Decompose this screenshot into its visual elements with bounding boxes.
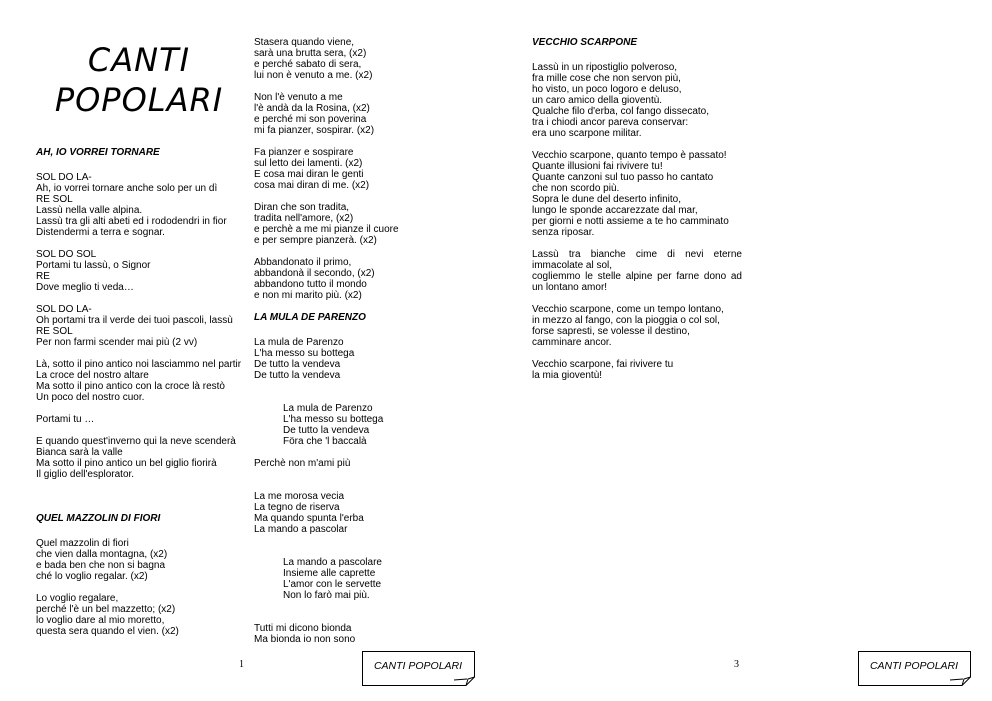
stanza: La me morosa vecia La tegno de riserva Ma quando spunta l'erba La mando a pascolar — [254, 491, 364, 535]
song-vecchio-scarpone — [532, 37, 742, 381]
right-page — [496, 0, 992, 701]
page-number: 3 — [734, 659, 739, 670]
stanza: Quel mazzolin di fiori che vien dalla montagna, (x2) e bada ben che non si bagna ché lo voglio regalar. (x2) — [36, 538, 168, 582]
stanza: SOL DO SOL Portami tu lassù, o Signor RE Dove meglio ti veda… — [36, 249, 151, 293]
left-column-1 — [36, 147, 251, 648]
stanza: Tutti mi dicono bionda Ma bionda io non sono — [254, 623, 356, 645]
title-line-1: CANTI — [87, 41, 191, 79]
stanza: Fa pianzer e sospirare sul letto dei lamenti. (x2) E cosa mai diran le genti cosa mai diran di me. (x2) — [254, 147, 370, 191]
stanza: Diran che son tradita, tradita nell'amore, (x2) e perchè a me mi pianze il cuore e per sempre pianzerà. (x2) — [254, 202, 399, 246]
song-la-mula-de-parenzo — [254, 312, 479, 645]
song-quel-mazzolin-di-fiori — [36, 513, 251, 637]
stanza: Vecchio scarpone, fai rivivere tu la mia gioventù! — [532, 359, 674, 381]
stanza: SOL DO LA- Ah, io vorrei tornare anche solo per un dì RE SOL Lassù nella valle alpina. Lassù tra gli alti abeti ed i rododendri in fior Distendermi a terra e sognar. — [36, 172, 227, 238]
page-number: 1 — [239, 659, 244, 670]
song-ah-io-vorrei-tornare — [36, 147, 251, 480]
booklet-title — [44, 40, 234, 120]
stanza: La mula de Parenzo L'ha messo su bottega De tutto la vendeva De tutto la vendeva — [254, 337, 355, 381]
stanza: Vecchio scarpone, quanto tempo è passato! Quante illusioni fai rivivere tu! Quante canzoni sul tuo passo ho cantato che non scordo più. Sopra le dune del deserto infinito, lungo le sponde accarezzate dal mar, per giorni e notti assieme a te ho camminato senza riposar. — [532, 150, 729, 238]
stanza: Vecchio scarpone, come un tempo lontano, in mezzo al fango, con la pioggia o col sol, forse sapresti, se volesse il destino, camminare ancor. — [532, 304, 724, 348]
stanza: Là, sotto il pino antico noi lasciammo nel partir La croce del nostro altare Ma sotto il pino antico con la croce là restò Un poco del nostro cuor. — [36, 359, 242, 403]
song-title: AH, IO VORREI TORNARE — [36, 147, 160, 158]
footer-label: CANTI POPOLARI — [373, 660, 463, 672]
stanza: Abbandonato il primo, abbandonà il secondo, (x2) abbandono tutto il mondo e non mi marito più. (x2) — [254, 257, 375, 301]
spacer — [36, 491, 251, 513]
stanza: La mando a pascolare Insieme alle caprette L'amor con le servette Non lo farò mai più. — [283, 557, 382, 601]
stanza: Lo voglio regalare, perché l'è un bel mazzetto; (x2) lo voglio dare al mio moretto, questa sera quando el vien. (x2) — [36, 593, 179, 637]
footer-label: CANTI POPOLARI — [869, 660, 959, 672]
stanza: Non l'è venuto a me l'è andà da la Rosina, (x2) e perché mi son poverina mi fa pianzer, sospirar. (x2) — [254, 92, 375, 136]
stanza: Portami tu … — [36, 414, 95, 425]
stanza: La mula de Parenzo L'ha messo su bottega De tutto la vendeva Föra che 'l baccalà — [283, 403, 384, 447]
stanza: Stasera quando viene, sarà una brutta sera, (x2) e perché sabato di sera, lui non è venuto a me. (x2) — [254, 37, 373, 81]
song-title: QUEL MAZZOLIN DI FIORI — [36, 513, 161, 524]
song-title: VECCHIO SCARPONE — [532, 37, 638, 48]
stanza: Perchè non m'ami più — [254, 458, 351, 469]
song-title: LA MULA DE PARENZO — [254, 312, 366, 323]
footer-label-box — [858, 651, 978, 686]
footer-label-box — [362, 651, 482, 686]
stanza: SOL DO LA- Oh portami tra il verde dei tuoi pascoli, lassù RE SOL Per non farmi scender mai più (2 vv) — [36, 304, 233, 348]
right-column-1 — [532, 37, 742, 392]
title-line-2: POPOLARI — [54, 81, 224, 119]
left-column-2 — [254, 37, 479, 656]
stanza: E quando quest'inverno qui la neve scenderà Bianca sarà la valle Ma sotto il pino antico un bel giglio fiorirà Il giglio dell'esplorator. — [36, 436, 236, 480]
stanza: Lassù in un ripostiglio polveroso, fra mille cose che non servon più, ho visto, un poco logoro e deluso, un caro amico della gioventù. Qualche filo d'erba, col fango dissecato, tra i chiodi ancor pareva conservar: era uno scarpone militar. — [532, 62, 710, 139]
stanza: Lassù tra bianche cime di nevi eterne immacolate al sol, cogliemmo le stelle alpine per farne dono ad un lontano amor! — [532, 249, 742, 293]
